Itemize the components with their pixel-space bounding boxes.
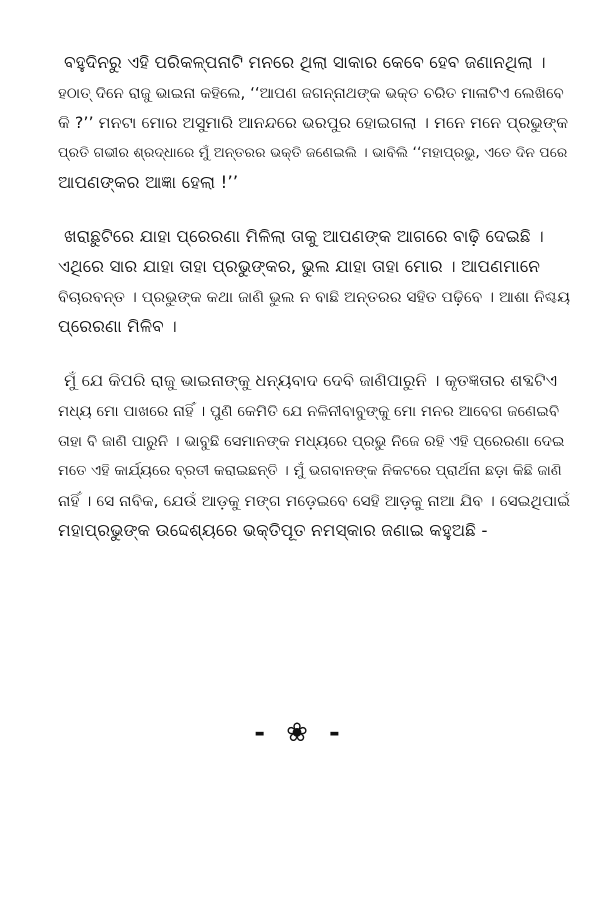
paragraph-3 [58, 366, 570, 546]
paragraph-2-line-3: ବିଚାରବନ୍ତ । ପ୍ରଭୁଙ୍କ କଥା ଜାଣି ଭୁଲ ନ ବାଛି ଅନ୍ତରର ସହିତ ପଢ଼ିବେ । ଆଶା ନିଶ୍ଚୟ [58, 288, 571, 306]
paragraph-1 [58, 48, 570, 198]
paragraph-2 [58, 222, 570, 342]
paragraph-2-line-1: ଖରାଛୁଟିରେ ଯାହା ପ୍ରେରଣା ମିଳିଲା ତାକୁ ଆପଣଙ୍କ ଆଗରେ ବାଢ଼ି ଦେଇଛି । [64, 227, 544, 247]
paragraph-3-line-2: ମଧ୍ୟ ମୋ ପାଖରେ ନାହିଁ । ପୁଣି କେମିତି ଯେ ନଳିନୀବାବୁଙ୍କୁ ମୋ ମନର ଆବେଗ ଜଣେଇବି [58, 402, 560, 420]
paragraph-3-line-1: ମୁଁ ଯେ କିପରି ରାଜୁ ଭାଇନାଙ୍କୁ ଧନ୍ୟବାଦ ଦେବି ଜାଣିପାରୁନି । କୃତଜ୍ଞତାର ଶବ୍ଦଟିଏ [64, 371, 558, 390]
paragraph-1-line-3: କି ?’’ ମନଟା ମୋର ଅସୁମାରି ଆନନ୍ଦରେ ଭରପୁର ହୋଇଗଲା । ମନେ ମନେ ପ୍ରଭୁଙ୍କ [58, 113, 569, 132]
paragraph-1-line-4: ପ୍ରତି ଗଭୀର ଶ୍ରଦ୍ଧାରେ ମୁଁ ଅନ୍ତରର ଭକ୍ତି ଜଣେଇଲି । ଭାବିଲି ‘‘ମହାପ୍ରଭୁ, ଏତେ ଦିନ ପରେ [58, 145, 568, 161]
paragraph-3-line-5: ନାହିଁ । ସେ ନାବିକ, ଯେଉଁ ଆଡ଼କୁ ମଙ୍ଗ ମଡ଼େଇବେ ସେହି ଆଡ଼କୁ ନାଆ ଯିବ । ସେଇଥିପାଇଁ [58, 492, 571, 510]
ornament-right-dash: - [328, 718, 346, 748]
paragraph-2-line-2: ଏଥିରେ ସାର ଯାହା ତାହା ପ୍ରଭୁଙ୍କର, ଭୁଲ ଯାହା ତାହା ମୋର । ଆପଣମାନେ [58, 257, 540, 277]
paragraph-3-line-6: ମହାପ୍ରଭୁଙ୍କ ଉଦ୍ଦେଶ୍ୟରେ ଭକ୍ତିପୂତ ନମସ୍କାର ଜଣାଇ କହୁଅଛି - [58, 521, 488, 541]
document-page [58, 48, 570, 570]
paragraph-3-line-4: ମତେ ଏହି କାର୍ଯ୍ୟରେ ବ୍ରତୀ କରାଇଛନ୍ତି । ମୁଁ ଭଗବାନଙ୍କ ନିକଟରେ ପ୍ରାର୍ଥନା ଛଡ଼ା କିଛି ଜାଣି [58, 463, 562, 479]
paragraph-2-line-4: ପ୍ରେରଣା ମିଳିବ । [58, 317, 177, 337]
end-ornament [0, 718, 600, 748]
ornament-left-dash: - [254, 718, 272, 748]
paragraph-1-line-2: ହଠାତ୍ ଦିନେ ରାଜୁ ଭାଇନା କହିଲେ, ‘‘ଆପଣ ଜଗନ୍ନାଥଙ୍କ ଭକ୍ତ ଚରିତ ମାଳାଟିଏ ଲେଖିବେ [58, 84, 564, 102]
flower-icon: ❀ [286, 718, 314, 748]
paragraph-1-line-1: ବହୁଦିନରୁ ଏହି ପରିକଳ୍ପନାଟି ମନରେ ଥିଲା ସାକାର କେବେ ହେବ ଜଣାନଥିଲା । [64, 53, 546, 73]
paragraph-1-line-5: ଆପଣଙ୍କର ଆଜ୍ଞା ହେଲା !’’ [58, 173, 239, 193]
paragraph-3-line-3: ତାହା ବି ଜାଣି ପାରୁନି । ଭାବୁଛି ସେମାନଙ୍କ ମଧ୍ୟରେ ପ୍ରଭୁ ନିଜେ ରହି ଏହି ପ୍ରେରଣା ଦେଇ [58, 432, 565, 450]
